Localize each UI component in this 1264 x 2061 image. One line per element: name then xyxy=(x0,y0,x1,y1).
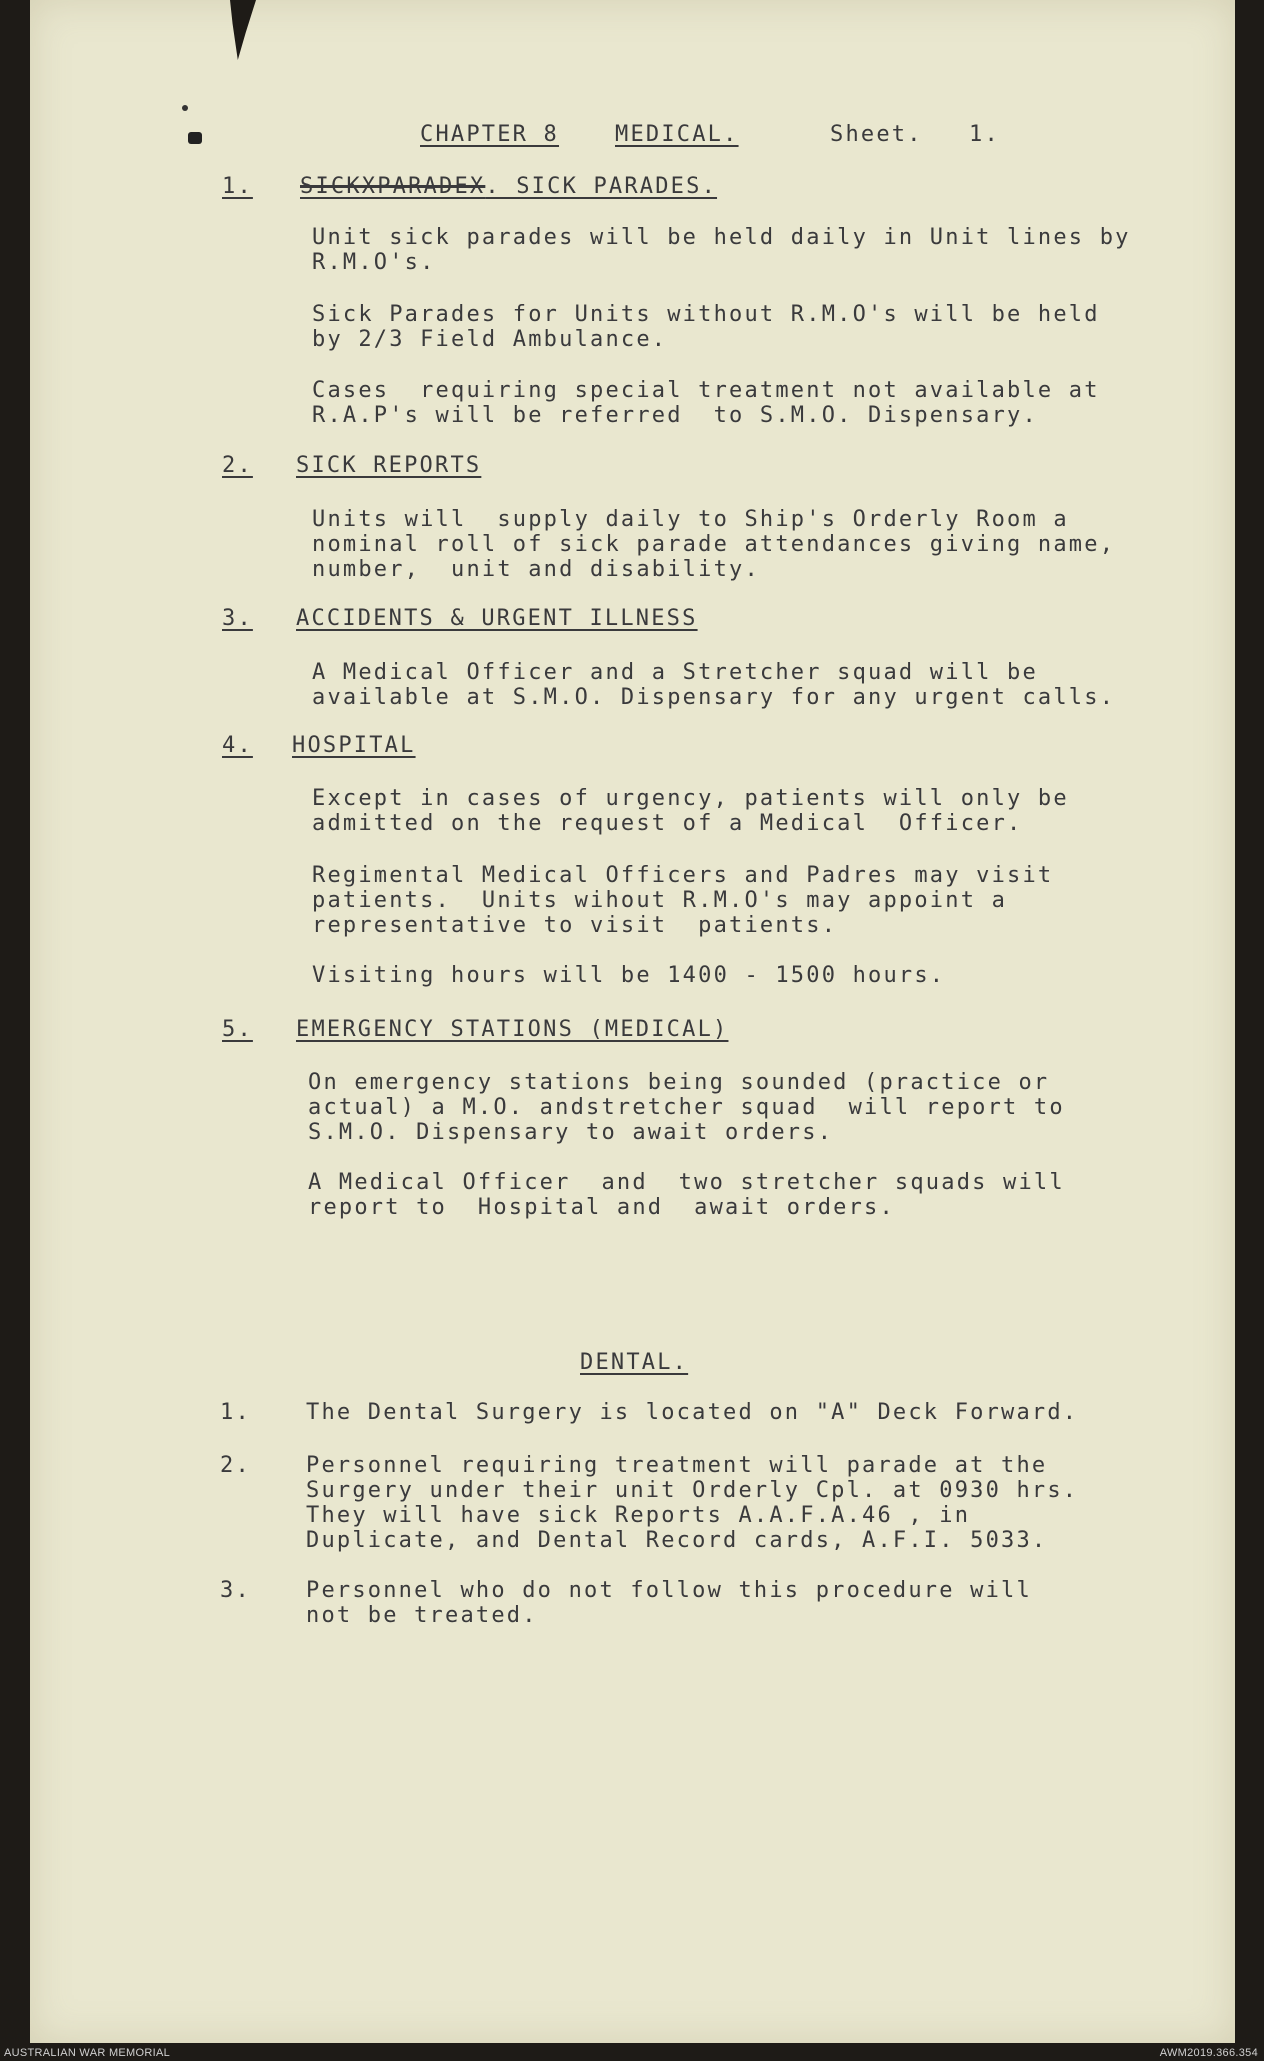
paragraph: Visiting hours will be 1400 - 1500 hours. xyxy=(312,963,946,988)
archive-reference: AWM2019.366.354 xyxy=(1159,2047,1258,2059)
paragraph: Sick Parades for Units without R.M.O's will be held by 2/3 Field Ambulance. xyxy=(312,302,1100,352)
punch-hole xyxy=(188,132,202,144)
dental-item-text: Personnel who do not follow this procedure will not be treated. xyxy=(306,1578,1032,1628)
section-number: 4. xyxy=(222,733,253,758)
paragraph: Regimental Medical Officers and Padres may visit patients. Units wihout R.M.O's may appoint a representative to visit patients. xyxy=(312,863,1054,938)
paragraph: Cases requiring special treatment not available at R.A.P's will be referred to S.M.O. Dispensary. xyxy=(312,378,1100,428)
section-heading: HOSPITAL xyxy=(292,733,416,758)
section-number: 5. xyxy=(222,1017,253,1042)
paragraph: A Medical Officer and two stretcher squads will report to Hospital and await orders. xyxy=(308,1170,1065,1220)
dental-item-number: 2. xyxy=(220,1453,251,1478)
section-heading xyxy=(300,174,717,199)
section-number: 1. xyxy=(222,174,253,199)
struck-text: SICKXPARADEX xyxy=(300,174,486,199)
dental-item-text: The Dental Surgery is located on "A" Deck Forward. xyxy=(306,1400,1079,1425)
paragraph: On emergency stations being sounded (practice or actual) a M.O. andstretcher squad will report to S.M.O. Dispensary to await orders. xyxy=(308,1070,1065,1145)
chapter-label: CHAPTER 8 xyxy=(420,122,560,147)
dental-item-number: 3. xyxy=(220,1578,251,1603)
torn-corner xyxy=(230,0,256,60)
chapter-title: MEDICAL. xyxy=(615,122,739,147)
section-heading: EMERGENCY STATIONS (MEDICAL) xyxy=(296,1017,729,1042)
archive-credit: AUSTRALIAN WAR MEMORIAL xyxy=(4,2047,171,2059)
paragraph: A Medical Officer and a Stretcher squad will be available at S.M.O. Dispensary for any urgent calls. xyxy=(312,660,1116,710)
section-number: 3. xyxy=(222,606,253,631)
section-heading: ACCIDENTS & URGENT ILLNESS xyxy=(296,606,698,631)
section-heading: SICK REPORTS xyxy=(296,453,482,478)
paragraph: Units will supply daily to Ship's Orderly Room a nominal roll of sick parade attendances giving name, number, unit and disability. xyxy=(312,507,1116,582)
dental-item-number: 1. xyxy=(220,1400,251,1425)
paragraph: Unit sick parades will be held daily in Unit lines by R.M.O's. xyxy=(312,225,1131,275)
section-number: 2. xyxy=(222,453,253,478)
paragraph: Except in cases of urgency, patients will only be admitted on the request of a Medical Officer. xyxy=(312,786,1069,836)
sheet-number: Sheet. 1. xyxy=(830,122,1000,147)
document-sheet xyxy=(30,0,1235,2043)
dental-title: DENTAL. xyxy=(580,1350,689,1375)
section-heading-text: . SICK PARADES. xyxy=(485,174,718,199)
ink-speck xyxy=(182,105,188,111)
dental-item-text: Personnel requiring treatment will parade at the Surgery under their unit Orderly Cpl. at 0930 hrs. They will have sick Reports A.A.F.A.46 , in Duplicate, and Dental Record cards, A.F.I. 5033. xyxy=(306,1453,1079,1553)
